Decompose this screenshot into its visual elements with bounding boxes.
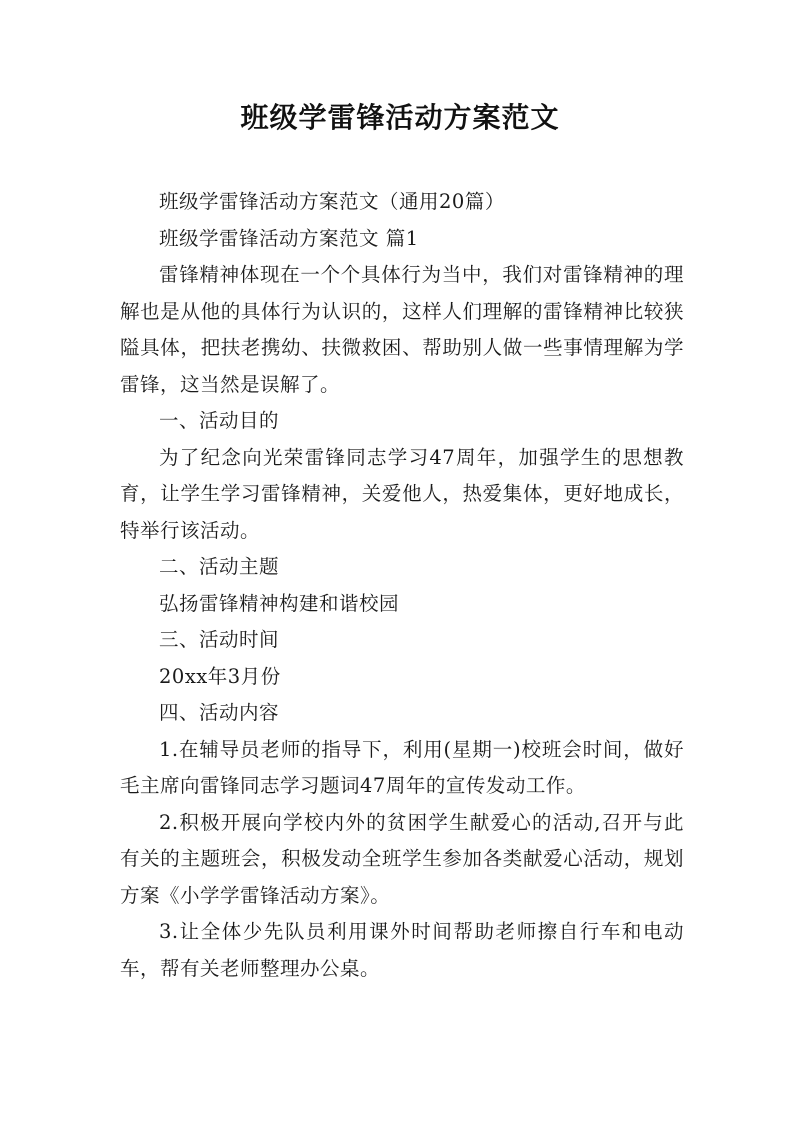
content-item-2: 2.积极开展向学校内外的贫困学生献爱心的活动,召开与此有关的主题班会，积极发动全班学生参加各类献爱心活动，规划方案《小学学雷锋活动方案》。 [120,810,684,907]
heading-activity-time: 三、活动时间 [159,628,280,651]
content-item-3: 3.让全体少先队员利用课外时间帮助老师擦自行车和电动车，帮有关老师整理办公桌。 [120,920,684,980]
content-item-1: 1.在辅导员老师的指导下，利用(星期一)校班会时间，做好毛主席向雷锋同志学习题词47周年的宣传发动工作。 [120,737,684,797]
section-heading-part-1: 班级学雷锋活动方案范文 篇1 [159,226,419,250]
document-title: 班级学雷锋活动方案范文 [240,101,560,134]
time-paragraph: 20xx年3月份 [159,664,281,688]
heading-activity-content: 四、活动内容 [159,701,280,724]
intro-paragraph: 雷锋精神体现在一个个具体行为当中，我们对雷锋精神的理解也是从他的具体行为认识的，这样人们理解的雷锋精神比较狭隘具体，把扶老携幼、扶微救困、帮助别人做一些事情理解为学雷锋，这当然是误解了。 [120,263,684,396]
heading-activity-purpose: 一、活动目的 [159,409,280,432]
purpose-paragraph: 为了纪念向光荣雷锋同志学习47周年，加强学生的思想教育，让学生学习雷锋精神，关爱他人，热爱集体，更好地成长，特举行该活动。 [120,445,684,542]
doc-subtitle: 班级学雷锋活动方案范文（通用20篇） [159,190,505,213]
theme-paragraph: 弘扬雷锋精神构建和谐校园 [159,591,400,615]
heading-activity-theme: 二、活动主题 [159,555,280,578]
document-body [120,184,684,987]
